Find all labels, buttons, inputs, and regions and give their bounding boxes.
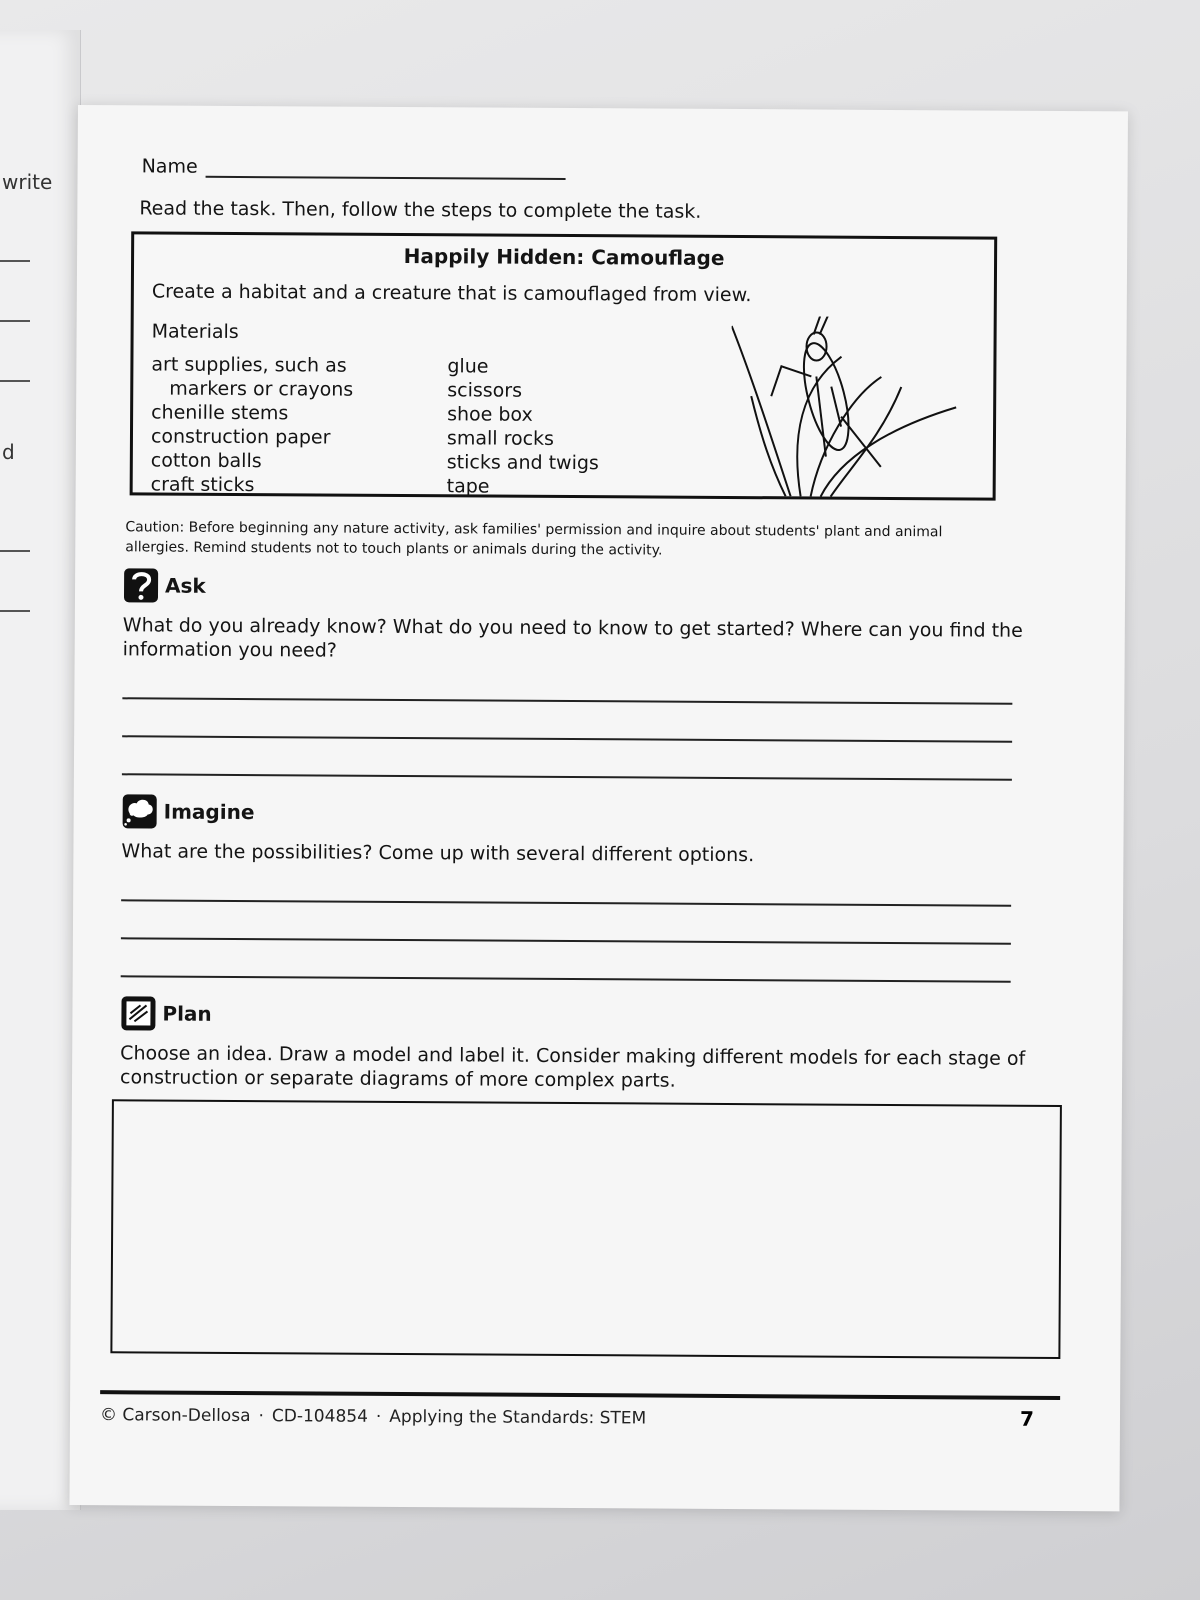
material-item: markers or crayons [169, 377, 354, 401]
imagine-answer-line[interactable] [121, 901, 1011, 944]
footer-publisher: © Carson-Dellosa [99, 1405, 251, 1427]
footer-code: CD-104854 [271, 1406, 368, 1427]
section-plan-header [120, 995, 1072, 1037]
material-item: art supplies, such as [151, 353, 347, 377]
instruction: Read the task. Then, follow the steps to complete the task. [139, 197, 702, 223]
caution-note: Caution: Before beginning any nature activity, ask families' permission and inquire about students' plant and animal allergies. Remind students not to touch plants or animals during the activity. [125, 519, 943, 559]
section-imagine-title: Imagine [163, 799, 255, 825]
name-row [142, 155, 1078, 183]
materials-heading: Materials [151, 320, 239, 343]
page-number: 7 [1019, 1406, 1034, 1431]
material-item: shoe box [447, 403, 533, 426]
footer-separator: · [258, 1406, 264, 1427]
imagine-prompt: What are the possibilities? Come up with several different options. [121, 840, 755, 867]
ask-answer-line[interactable] [122, 661, 1012, 704]
ask-prompt: What do you already know? What do you need to know to get started? Where can you find the information you need? [122, 614, 1023, 662]
name-field[interactable] [206, 158, 566, 180]
worksheet-page [69, 105, 1128, 1511]
task-description: Create a habitat and a creature that is camouflaged from view. [151, 280, 752, 307]
ask-answer-line[interactable] [122, 699, 1012, 742]
footer-rule [100, 1390, 1060, 1400]
question-mark-icon [123, 567, 159, 603]
notepad-pencil-icon [120, 995, 156, 1031]
plan-drawing-box[interactable] [110, 1099, 1062, 1359]
left-page-fragment: d [2, 440, 15, 464]
material-item: glue [447, 355, 489, 378]
task-box [130, 231, 998, 500]
left-page-rule [0, 610, 30, 612]
left-page-rule [0, 380, 30, 382]
name-label: Name [141, 155, 198, 178]
footer [100, 1405, 1060, 1431]
material-item: tape [446, 475, 490, 498]
section-plan-title: Plan [162, 1001, 212, 1026]
material-item: scissors [447, 379, 523, 402]
material-item: construction paper [150, 425, 331, 449]
left-page-rule [0, 550, 30, 552]
material-item: craft sticks [150, 473, 255, 497]
section-imagine-header [122, 793, 1074, 835]
left-page-rule [0, 320, 30, 322]
imagine-answer-line[interactable] [121, 863, 1011, 906]
material-item: cotton balls [150, 449, 262, 473]
section-ask-header [123, 567, 1075, 609]
plan-prompt: Choose an idea. Draw a model and label it. Consider making different models for each stage of construction or separate diagrams of more complex parts. [119, 1042, 1026, 1092]
material-item: sticks and twigs [446, 451, 599, 475]
footer-separator: · [375, 1406, 382, 1427]
grasshopper-illustration [731, 316, 962, 497]
left-page-edge [0, 30, 81, 1510]
thought-cloud-icon [122, 793, 158, 829]
section-ask-title: Ask [164, 573, 206, 598]
left-page-fragment: write [2, 170, 53, 194]
footer-series: Applying the Standards: STEM [389, 1406, 647, 1429]
material-item: small rocks [446, 427, 555, 450]
imagine-answer-line[interactable] [121, 939, 1011, 982]
left-page-rule [0, 260, 30, 262]
task-title: Happily Hidden: Camouflage [403, 243, 725, 270]
material-item: chenille stems [151, 401, 289, 425]
ask-answer-line[interactable] [122, 737, 1012, 780]
